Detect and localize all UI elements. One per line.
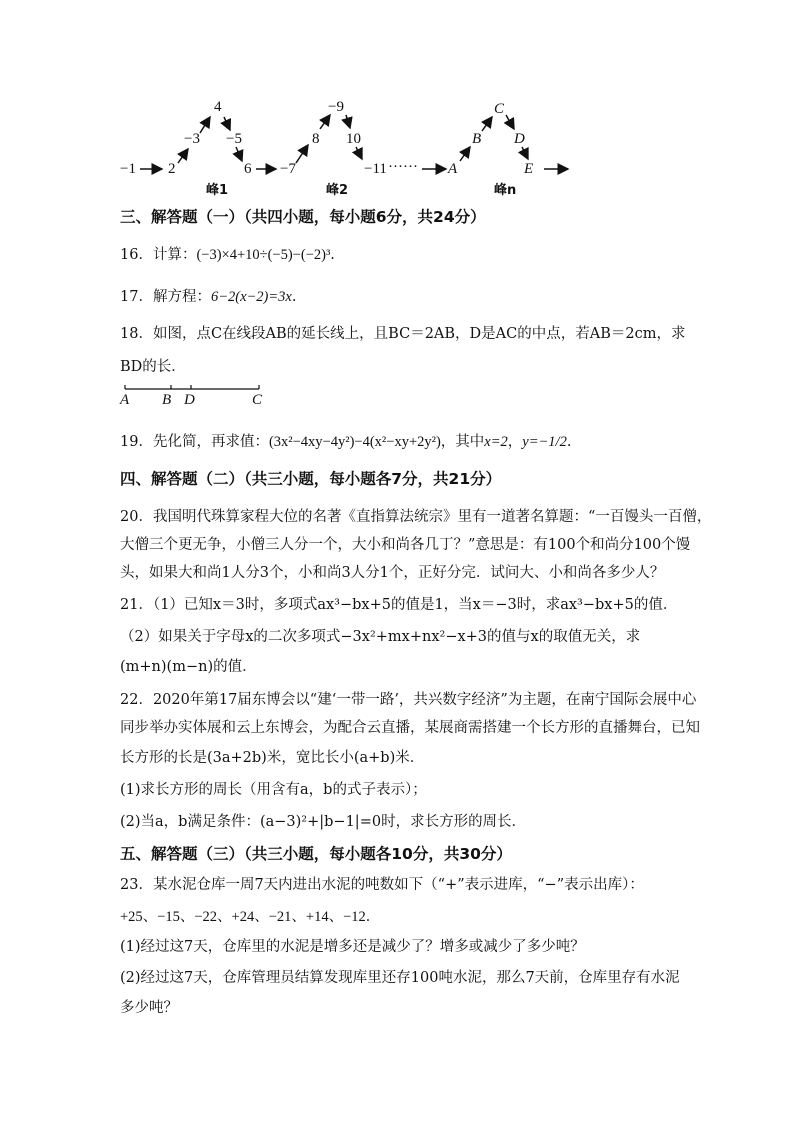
q19-sep: ， xyxy=(507,434,523,450)
peaks-figure xyxy=(110,95,580,200)
node-C: C xyxy=(494,101,505,117)
node-neg9: −9 xyxy=(328,99,344,115)
question-17 xyxy=(120,285,296,306)
node-neg3: −3 xyxy=(184,131,200,147)
section-3-heading: 三、解答题（一）（共四小题，每小题6分，共24分） xyxy=(120,208,486,226)
q19-suffix: . xyxy=(566,434,572,450)
q16-suffix: . xyxy=(330,247,335,263)
node-10: 10 xyxy=(346,131,361,147)
node-D: D xyxy=(514,131,525,147)
point-B: B xyxy=(162,392,172,408)
node-neg1: −1 xyxy=(120,161,136,177)
section-5-heading: 五、解答题（三）（共三小题，每小题各10分，共30分） xyxy=(120,845,512,863)
question-20-line2: 大僧三个更无争，小僧三人分一个，大小和尚各几丁？”意思是：有100个和尚分100个馒 xyxy=(120,537,691,553)
question-23-sub2a: (2)经过这7天，仓库管理员结算发现库里还存100吨水泥，那么7天前，仓库里存有水泥 xyxy=(120,970,680,986)
question-23-line1: 23．某水泥仓库一周7天内进出水泥的吨数如下（“+”表示进库，“−”表示出库）： xyxy=(120,877,644,893)
q16-expr: (−3)×4+10÷(−5)−(−2)³ xyxy=(196,247,331,263)
point-A: A xyxy=(120,392,130,408)
q19-expr: (3x²−4xy−4y²)−4(x²−xy+2y²) xyxy=(268,434,441,450)
q19-cond1: x=2 xyxy=(484,434,508,450)
question-23-sub2b: 多少吨？ xyxy=(120,1000,178,1016)
segment-figure xyxy=(118,380,278,412)
question-22-line3: 长方形的长是(3a+2b)米，宽比长小(a+b)米． xyxy=(120,750,425,766)
q17-prefix: 17．解方程： xyxy=(120,289,211,305)
q19-cond2: y=−1/2 xyxy=(522,434,567,450)
question-23-sub1: (1)经过这7天，仓库里的水泥是增多还是减少了？增多或减少了多少吨？ xyxy=(120,939,585,955)
node-8: 8 xyxy=(312,131,320,147)
question-21-line2: （2）如果关于字母x的二次多项式−3x²+mx+nx²−x+3的值与x的取值无关，求 xyxy=(120,629,641,645)
point-C: C xyxy=(252,392,263,408)
question-16 xyxy=(120,243,335,264)
node-neg11: −11 xyxy=(364,161,387,177)
node-neg5: −5 xyxy=(226,131,242,147)
point-D: D xyxy=(184,392,195,408)
question-22-line1: 22．2020年第17届东博会以“建‘一带一路’，共兴数字经济”为主题，在南宁国际会展中心 xyxy=(120,692,697,708)
q16-prefix: 16．计算： xyxy=(120,247,197,263)
question-18-line2: BD的长． xyxy=(120,359,186,375)
node-A: A xyxy=(448,161,458,177)
q19-mid: ，其中 xyxy=(440,434,485,450)
q19-prefix: 19．先化简，再求值： xyxy=(120,434,269,450)
node-6: 6 xyxy=(244,161,252,177)
question-20-line1: 20．我国明代珠算家程大位的名著《直指算法统宗》里有一道著名算题：“一百馒头一百僧， xyxy=(120,509,712,525)
peak-label-2: 峰2 xyxy=(326,183,349,198)
node-B: B xyxy=(472,131,482,147)
question-22-line2: 同步举办实体展和云上东博会，为配合云直播，某展商需搭建一个长方形的直播舞台，已知 xyxy=(120,720,700,736)
node-neg7: −7 xyxy=(280,161,296,177)
question-18-line1: 18．如图，点C在线段AB的延长线上，且BC＝2AB，D是AC的中点，若AB＝2cm，求 xyxy=(120,326,686,342)
node-E: E xyxy=(524,161,534,177)
q17-suffix: . xyxy=(291,289,297,305)
section-4-heading: 四、解答题（二）（共三小题，每小题各7分，共21分） xyxy=(120,470,502,488)
question-21-line3: (m+n)(m−n)的值． xyxy=(120,659,257,675)
question-19 xyxy=(120,430,571,451)
question-22-sub2: (2)当a，b满足条件：(a−3)²+|b−1|=0时，求长方形的周长． xyxy=(120,814,527,830)
question-20-line3: 头，如果大和尚1人分3个，小和尚3人分1个，正好分完．试问大、小和尚各多少人？ xyxy=(120,565,665,581)
question-22-sub1: (1)求长方形的周长（用含有a，b的式子表示）； xyxy=(120,782,427,798)
dots: ······ xyxy=(388,159,418,175)
peak-label-1: 峰1 xyxy=(206,183,229,198)
question-23-data: +25、−15、−22、+24、−21、+14、−12． xyxy=(120,909,381,925)
node-2: 2 xyxy=(168,161,176,177)
question-21-line1: 21．（1）已知x＝3时，多项式ax³−bx+5的值是1，当x＝−3时，求ax³−bx+5的值． xyxy=(120,597,678,613)
peak-label-n: 峰n xyxy=(494,183,517,198)
q17-expr: 6−2(x−2)=3x xyxy=(210,289,292,305)
node-4: 4 xyxy=(214,99,222,115)
